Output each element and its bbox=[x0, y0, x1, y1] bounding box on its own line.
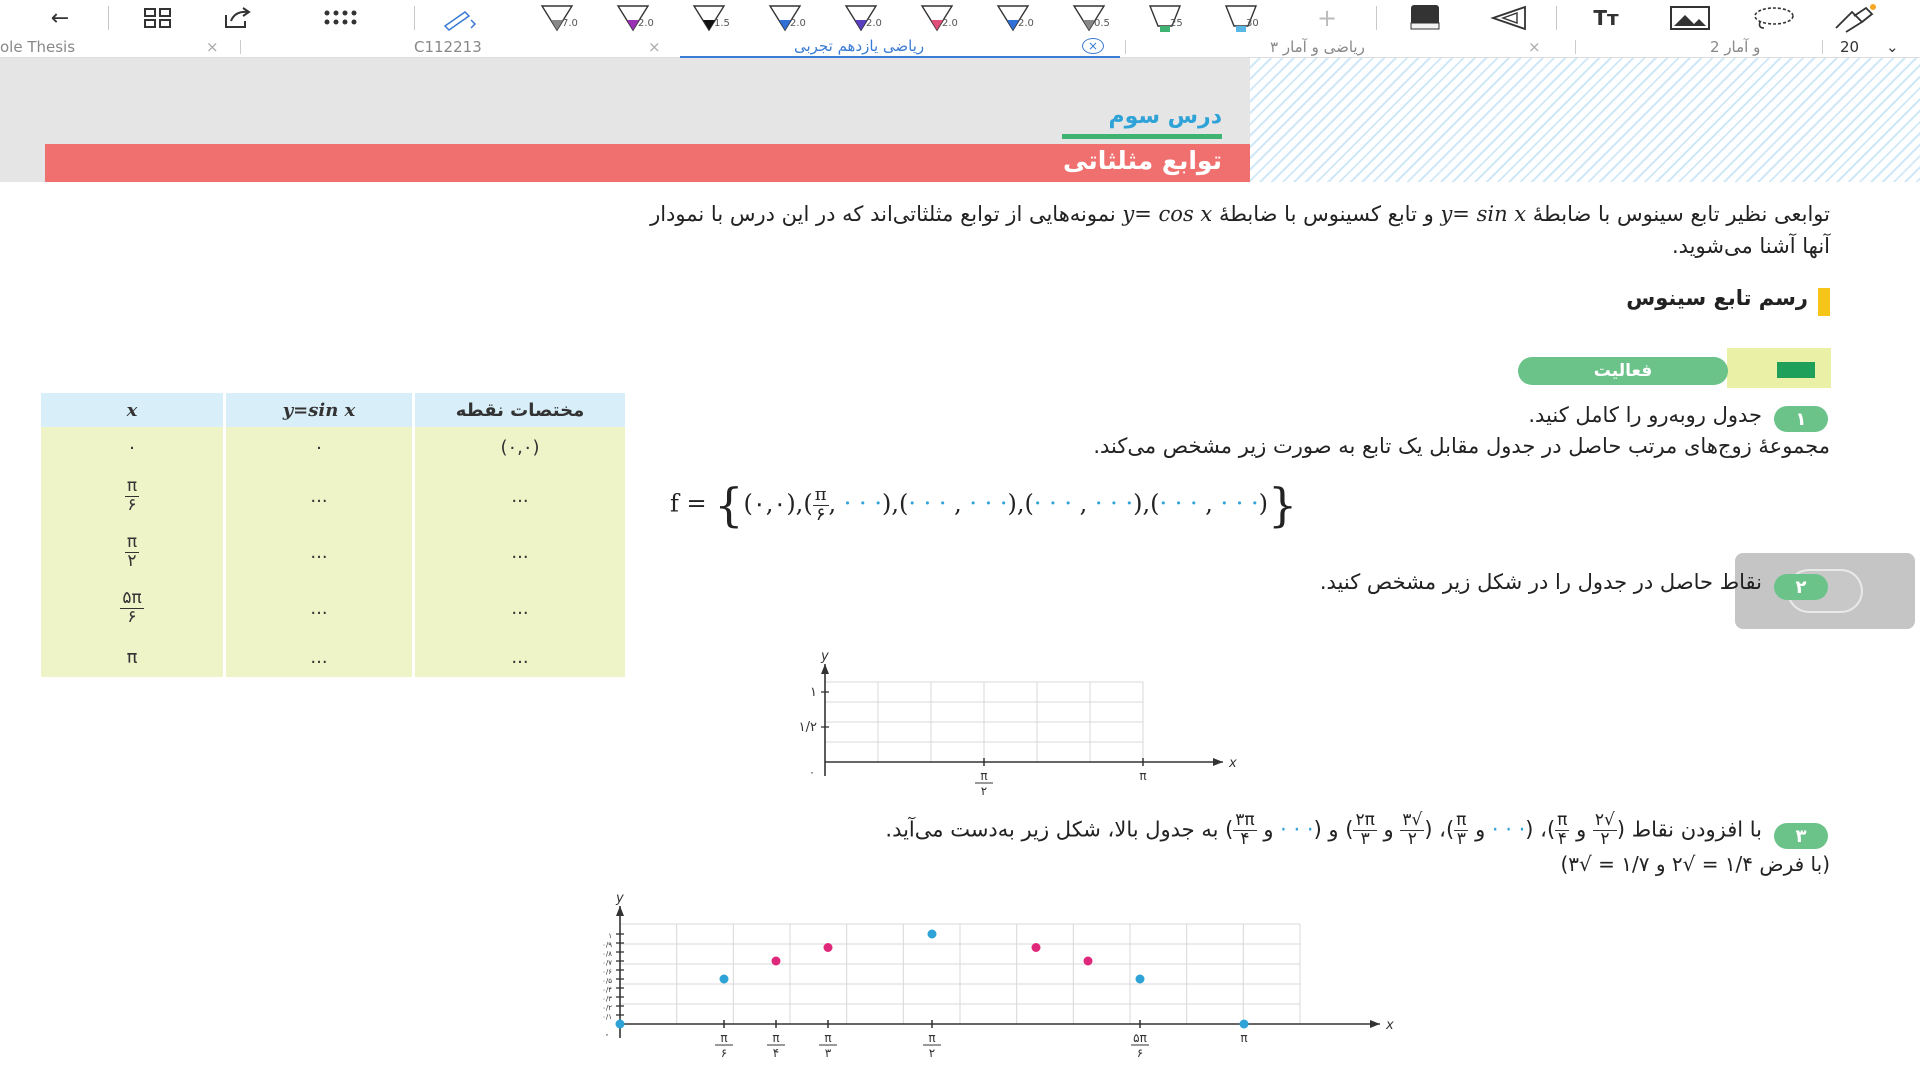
tab-amar-2[interactable] bbox=[1590, 36, 1830, 58]
cell-point: ... bbox=[415, 637, 625, 677]
intro-paragraph bbox=[40, 198, 1830, 262]
tab-label: ریاضی و آمار ۳ bbox=[1270, 38, 1365, 56]
activity-icon-box bbox=[1727, 348, 1831, 388]
pen-size: 1.5 bbox=[714, 18, 730, 29]
x-tick-label-den: ۶ bbox=[720, 1046, 728, 1060]
lasso-shape-icon[interactable] bbox=[1487, 2, 1531, 34]
lesson-title: توابع مثلثاتی bbox=[1063, 146, 1222, 175]
step-1-text: جدول روبه‌رو را کامل کنید. bbox=[1528, 403, 1762, 427]
step-1-text-2: مجموعهٔ زوج‌های مرتب حاصل در جدول مقابل یک تابع به صورت زیر مشخص می‌کند. bbox=[1093, 434, 1830, 458]
pen-size: 0.5 bbox=[1094, 18, 1110, 29]
x-tick-label-num: ۵π bbox=[1133, 1031, 1147, 1045]
y-tick-label: ۰/۷ bbox=[602, 959, 612, 967]
pen-size: 2.0 bbox=[790, 18, 806, 29]
x-tick-label-den: ۲ bbox=[928, 1046, 936, 1060]
cos-formula: y= cos x bbox=[1122, 202, 1213, 226]
apps-menu-icon[interactable] bbox=[322, 2, 358, 34]
y-tick-label: ۰/۵ bbox=[602, 977, 612, 985]
x-axis-label: x bbox=[1229, 756, 1237, 771]
image-tool-icon[interactable] bbox=[1668, 2, 1712, 34]
y-tick-label: ۰/۴ bbox=[602, 986, 612, 994]
data-point bbox=[772, 957, 781, 966]
add-pen-icon[interactable]: + bbox=[1316, 4, 1338, 32]
cell-point: ... bbox=[415, 579, 625, 637]
origin-label: ۰ bbox=[809, 766, 815, 779]
text-tool-icon[interactable]: Tт bbox=[1593, 6, 1619, 30]
frac-3pi-4: $\frac{۳\pi}{۴}$ bbox=[1235, 810, 1255, 849]
activity-label: فعالیت bbox=[1518, 357, 1728, 385]
x-tick-label: π bbox=[1240, 1031, 1248, 1045]
cell-y: ... bbox=[226, 525, 412, 579]
frac-sqrt2-2: $\frac{√۲}{۲}$ bbox=[1594, 810, 1615, 849]
pen-size: 30 bbox=[1246, 18, 1259, 29]
tab-c112213[interactable] bbox=[250, 36, 675, 58]
brace-left: { bbox=[714, 478, 744, 532]
step-3-assumption: (با فرض ۱/۴ = √۲ و ۱/۷ = √۳) bbox=[1560, 852, 1830, 876]
tab-overflow[interactable] bbox=[1838, 36, 1918, 58]
pen-tool-6[interactable] bbox=[918, 2, 962, 36]
data-point bbox=[720, 975, 729, 984]
y-tick-label: ۱ bbox=[810, 685, 817, 700]
pen-tool-8[interactable] bbox=[1070, 2, 1114, 36]
pen-size: 2.0 bbox=[638, 18, 654, 29]
toolbar-divider bbox=[1376, 6, 1377, 30]
pen-size: 2.0 bbox=[1018, 18, 1034, 29]
x-tick-label-num: π bbox=[980, 769, 988, 783]
step-3-text-a: با افزودن نقاط ( bbox=[1616, 817, 1762, 842]
table-row bbox=[41, 525, 625, 579]
pair-2-x: $\frac{\pi}{۶}$ bbox=[814, 483, 827, 525]
set-prefix: f = bbox=[670, 489, 707, 518]
toolbar bbox=[0, 0, 1920, 38]
x-tick-label-num: π bbox=[772, 1031, 780, 1045]
pair-1: (۰,۰),( bbox=[743, 489, 813, 518]
lasso-select-icon[interactable] bbox=[1750, 2, 1798, 34]
tab-ole-thesis[interactable] bbox=[0, 36, 230, 58]
data-point bbox=[928, 930, 937, 939]
pen-size: 2.0 bbox=[942, 18, 958, 29]
bluetooth-pen-icon[interactable] bbox=[440, 2, 480, 34]
step-3-badge: ۳ bbox=[1774, 823, 1828, 849]
x-tick-label-den: ۳ bbox=[824, 1046, 832, 1060]
pen-tool-2[interactable] bbox=[614, 2, 658, 36]
table-row bbox=[41, 467, 625, 525]
sine-values-table bbox=[38, 393, 628, 677]
tab-count: 20 bbox=[1840, 38, 1860, 56]
table-header-row bbox=[41, 393, 625, 427]
frac-sqrt3-2: $\frac{√۳}{۲}$ bbox=[1402, 810, 1423, 849]
cell-x bbox=[41, 525, 223, 579]
y-tick-label: ۱/۲ bbox=[798, 720, 817, 735]
y-tick-label: ۱ bbox=[608, 932, 612, 940]
tab-riazi-yazdahom[interactable] bbox=[680, 36, 1120, 58]
y-tick-label: ۰/۳ bbox=[602, 995, 612, 1003]
step-2-badge: ۲ bbox=[1774, 574, 1828, 600]
sine-points-chart bbox=[570, 888, 1394, 1060]
x-tick-label: π bbox=[1139, 769, 1147, 783]
table-row bbox=[41, 579, 625, 637]
pen-size: 7.0 bbox=[562, 18, 578, 29]
intro-text: و تابع کسینوس با ضابطهٔ bbox=[1218, 202, 1434, 226]
x-tick-label-den: ۲ bbox=[980, 784, 988, 798]
cell-x: π bbox=[41, 637, 223, 677]
tab-label: و آمار 2 bbox=[1710, 38, 1761, 56]
toolbar-divider bbox=[414, 6, 415, 30]
pen-tool-3[interactable] bbox=[690, 2, 734, 36]
cell-point: ... bbox=[415, 467, 625, 525]
tab-riazi-amar-3[interactable] bbox=[1130, 36, 1570, 58]
col-header-y: y=sin x bbox=[226, 393, 412, 427]
intro-text: نمونه‌هایی از توابع مثلثاتی‌اند که در این درس با نمودار bbox=[650, 202, 1116, 226]
cell-x: ۰ bbox=[41, 427, 223, 467]
y-tick-label: ۰/۱ bbox=[602, 1013, 612, 1021]
frac-pi-3: $\frac{\pi}{۳}$ bbox=[1456, 810, 1467, 849]
pen-tool-5[interactable] bbox=[842, 2, 886, 36]
pen-size: 2.0 bbox=[866, 18, 882, 29]
cell-y: ۰ bbox=[226, 427, 412, 467]
section-title: رسم تابع سینوس bbox=[1626, 286, 1808, 310]
y-axis-label: y bbox=[821, 649, 829, 664]
pen-tool-10[interactable] bbox=[1222, 2, 1266, 36]
x-axis-label: x bbox=[1386, 1018, 1394, 1033]
intro-text: توابعی نظیر تابع سینوس با ضابطهٔ bbox=[1532, 202, 1830, 226]
favorite-tools-icon[interactable] bbox=[1830, 2, 1880, 34]
step-2-text: نقاط حاصل در جدول را در شکل زیر مشخص کنید. bbox=[1319, 570, 1762, 594]
cell-y: ... bbox=[226, 579, 412, 637]
lesson-underline bbox=[1062, 134, 1222, 139]
col-header-x: x bbox=[41, 393, 223, 427]
toolbar-divider bbox=[108, 6, 109, 30]
y-tick-label: ۰/۶ bbox=[602, 968, 612, 976]
frac-den: ۶ bbox=[127, 606, 137, 627]
frac-pi-4: $\frac{\pi}{۴}$ bbox=[1557, 810, 1568, 849]
export-icon[interactable] bbox=[220, 2, 256, 34]
y-tick-label: ۰/۹ bbox=[602, 941, 612, 949]
frac-den: ۶ bbox=[127, 494, 137, 515]
x-tick-label-den: ۴ bbox=[772, 1046, 780, 1060]
header-stripes bbox=[1250, 58, 1920, 182]
tab-close-icon[interactable]: × bbox=[648, 38, 661, 56]
intro-line-2: آنها آشنا می‌شوید. bbox=[1671, 234, 1830, 258]
data-point bbox=[1240, 1020, 1249, 1029]
data-point bbox=[1136, 975, 1145, 984]
document-tabs bbox=[0, 36, 1920, 58]
cell-y: ... bbox=[226, 467, 412, 525]
table-row bbox=[41, 637, 625, 677]
origin-label: ۰ bbox=[604, 1028, 610, 1041]
cell-y: ... bbox=[226, 637, 412, 677]
tab-close-icon[interactable]: × bbox=[1528, 38, 1541, 56]
toolbar-divider bbox=[1556, 6, 1557, 30]
brace-right: } bbox=[1268, 478, 1298, 532]
x-tick-label-num: π bbox=[824, 1031, 832, 1045]
tab-divider bbox=[1125, 40, 1126, 54]
cell-x bbox=[41, 579, 223, 637]
x-tick-label-num: π bbox=[928, 1031, 936, 1045]
frac-2pi-3: $\frac{۲\pi}{۳}$ bbox=[1355, 810, 1375, 849]
y-axis-label: y bbox=[616, 891, 624, 906]
pen-size: 25 bbox=[1170, 18, 1183, 29]
cell-x bbox=[41, 467, 223, 525]
step-3-text-b: به جدول بالا، شکل زیر به‌دست می‌آید. bbox=[885, 817, 1219, 842]
cell-point: ... bbox=[415, 525, 625, 579]
sine-blank-grid-chart bbox=[780, 612, 1260, 802]
chevron-down-icon[interactable]: ⌄ bbox=[1886, 38, 1899, 56]
y-tick-label: ۰/۸ bbox=[602, 950, 612, 958]
pen-tool-7[interactable] bbox=[994, 2, 1038, 36]
data-point bbox=[1084, 957, 1093, 966]
y-tick-label: ۰/۲ bbox=[602, 1004, 612, 1012]
x-tick-label-den: ۶ bbox=[1136, 1046, 1144, 1060]
lesson-number: درس سوم bbox=[1108, 104, 1222, 129]
activity-icon bbox=[1777, 362, 1815, 378]
tab-divider bbox=[240, 40, 241, 54]
x-axis-arrow bbox=[1213, 758, 1223, 766]
tab-divider bbox=[1822, 40, 1823, 54]
tab-divider bbox=[1575, 40, 1576, 54]
frac-num: π bbox=[126, 475, 138, 496]
frac-den: ۲ bbox=[127, 550, 137, 571]
y-axis-arrow bbox=[616, 906, 624, 916]
tab-label: ole Thesis bbox=[0, 38, 76, 56]
pair-2-y: , · · ·),(· · · , · · ·),(· · · , · · ·),(· · · , · · ·) bbox=[828, 489, 1269, 518]
data-point bbox=[1032, 943, 1041, 952]
step-1-badge: ۱ bbox=[1774, 406, 1828, 432]
intro-line-1 bbox=[40, 198, 1830, 230]
pen-tool-9[interactable] bbox=[1146, 2, 1190, 36]
col-header-point: مختصات نقطه bbox=[415, 393, 625, 427]
tab-close-icon[interactable]: × bbox=[1082, 38, 1104, 54]
data-point bbox=[824, 943, 833, 952]
grid-view-icon[interactable] bbox=[140, 2, 176, 34]
step-3-text: با افزودن نقاط ( $\frac{√۲}{۲}$ و $\frac{\pi}{۴}$ )، (· · · و $\frac{\pi}{۳}$ )، ( $\frac{√۳}{۲}$ و $\frac{۲\pi}{۳}$ ) و (· · · و $\frac{۳\pi}{۴}$ ) به جدول بالا، شکل زیر به‌دست می‌آید. bbox=[885, 810, 1762, 849]
cell-point: (۰,۰) bbox=[415, 427, 625, 467]
data-point bbox=[616, 1020, 625, 1029]
table-row bbox=[41, 427, 625, 467]
tab-label: ریاضی یازدهم تجربی bbox=[794, 37, 925, 55]
y-axis-arrow bbox=[821, 664, 829, 674]
tab-label: C112213 bbox=[414, 38, 482, 56]
x-axis-arrow bbox=[1370, 1020, 1380, 1028]
back-arrow-icon[interactable]: ← bbox=[50, 5, 70, 31]
x-tick-label-num: π bbox=[720, 1031, 728, 1045]
eraser-icon[interactable] bbox=[1405, 2, 1445, 34]
tab-close-icon[interactable]: × bbox=[206, 38, 219, 56]
pen-tool-4[interactable] bbox=[766, 2, 810, 36]
frac-num: ۵π bbox=[122, 587, 142, 608]
frac-num: π bbox=[126, 531, 138, 552]
pen-tool-1[interactable] bbox=[538, 2, 582, 36]
sin-formula: y= sin x bbox=[1440, 202, 1527, 226]
set-notation bbox=[670, 478, 1297, 532]
